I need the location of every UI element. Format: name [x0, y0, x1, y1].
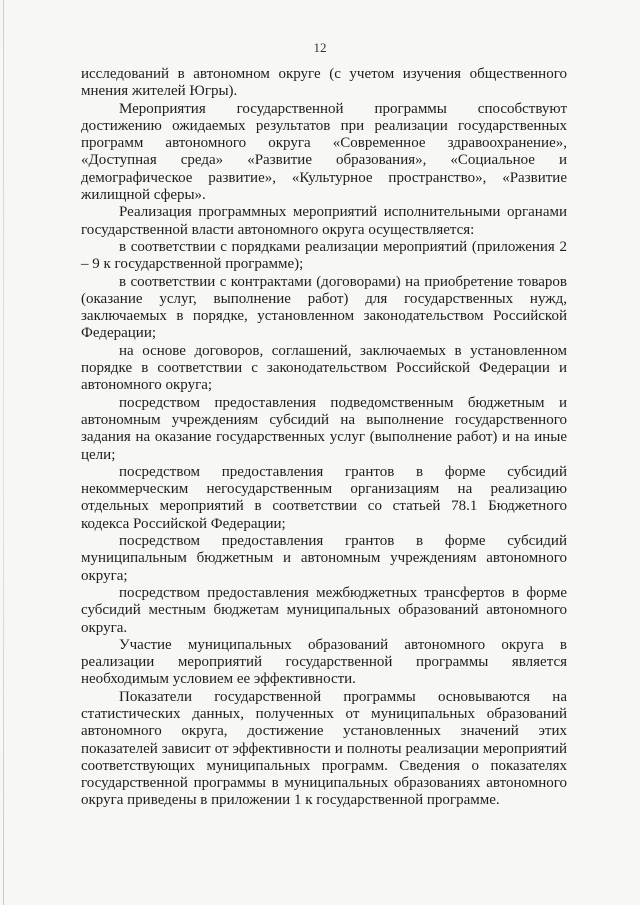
paragraph: исследований в автономном округе (с учетом изучения общественного мнения жителей Югры). — [81, 66, 567, 100]
scan-edge — [3, 0, 4, 905]
paragraph: в соответствии с порядками реализации мероприятий (приложения 2 – 9 к государственной программе); — [81, 238, 567, 273]
paragraph: посредством предоставления подведомственным бюджетным и автономным учреждениям субсидий на выполнение государственного задания на оказание государственных услуг (выполнение работ) и на иные цели; — [81, 394, 567, 463]
paragraph: Участие муниципальных образований автономного округа в реализации мероприятий государственной программы является необходимым условием ее эффективности. — [81, 636, 567, 688]
page-number: 12 — [313, 40, 327, 55]
paragraph: в соответствии с контрактами (договорами) на приобретение товаров (оказание услуг, выполнение работ) для государственных нужд, заключаемых в порядке, установленном законодательством Российской Федерации; — [81, 273, 567, 342]
paragraph: Реализация программных мероприятий исполнительными органами государственной власти автономного округа осуществляется: — [81, 204, 567, 238]
paragraph: посредством предоставления межбюджетных трансфертов в форме субсидий местным бюджетам муниципальных образований автономного округа. — [81, 584, 567, 636]
paragraph: на основе договоров, соглашений, заключаемых в установленном порядке в соответствии с законодательством Российской Федерации и автономного округа; — [81, 342, 567, 394]
paragraph: Показатели государственной программы основываются на статистических данных, полученных от муниципальных образований автономного округа, достижение установленных значений этих показателей зависит от эффективности и полноты реализации мероприятий соответствующих муниципальных программ. Сведения о показателях государственной программы в муниципальных образованиях автономного округа приведены в приложении 1 к государственной программе. — [81, 688, 567, 809]
document-body — [81, 66, 567, 810]
paragraph: посредством предоставления грантов в форме субсидий некоммерческим негосударственным организациям на реализацию отдельных мероприятий в соответствии со статьей 78.1 Бюджетного кодекса Российской Федерации; — [81, 463, 567, 532]
paragraph: посредством предоставления грантов в форме субсидий муниципальным бюджетным и автономным учреждениям автономного округа; — [81, 533, 567, 584]
paragraph: Мероприятия государственной программы способствуют достижению ожидаемых результатов при реализации государственных программ автономного округа «Современное здравоохранение», «Доступная среда» «Развитие образования», «Социальное и демографическое развитие», «Культурное пространство», «Развитие жилищной сферы». — [81, 100, 567, 204]
